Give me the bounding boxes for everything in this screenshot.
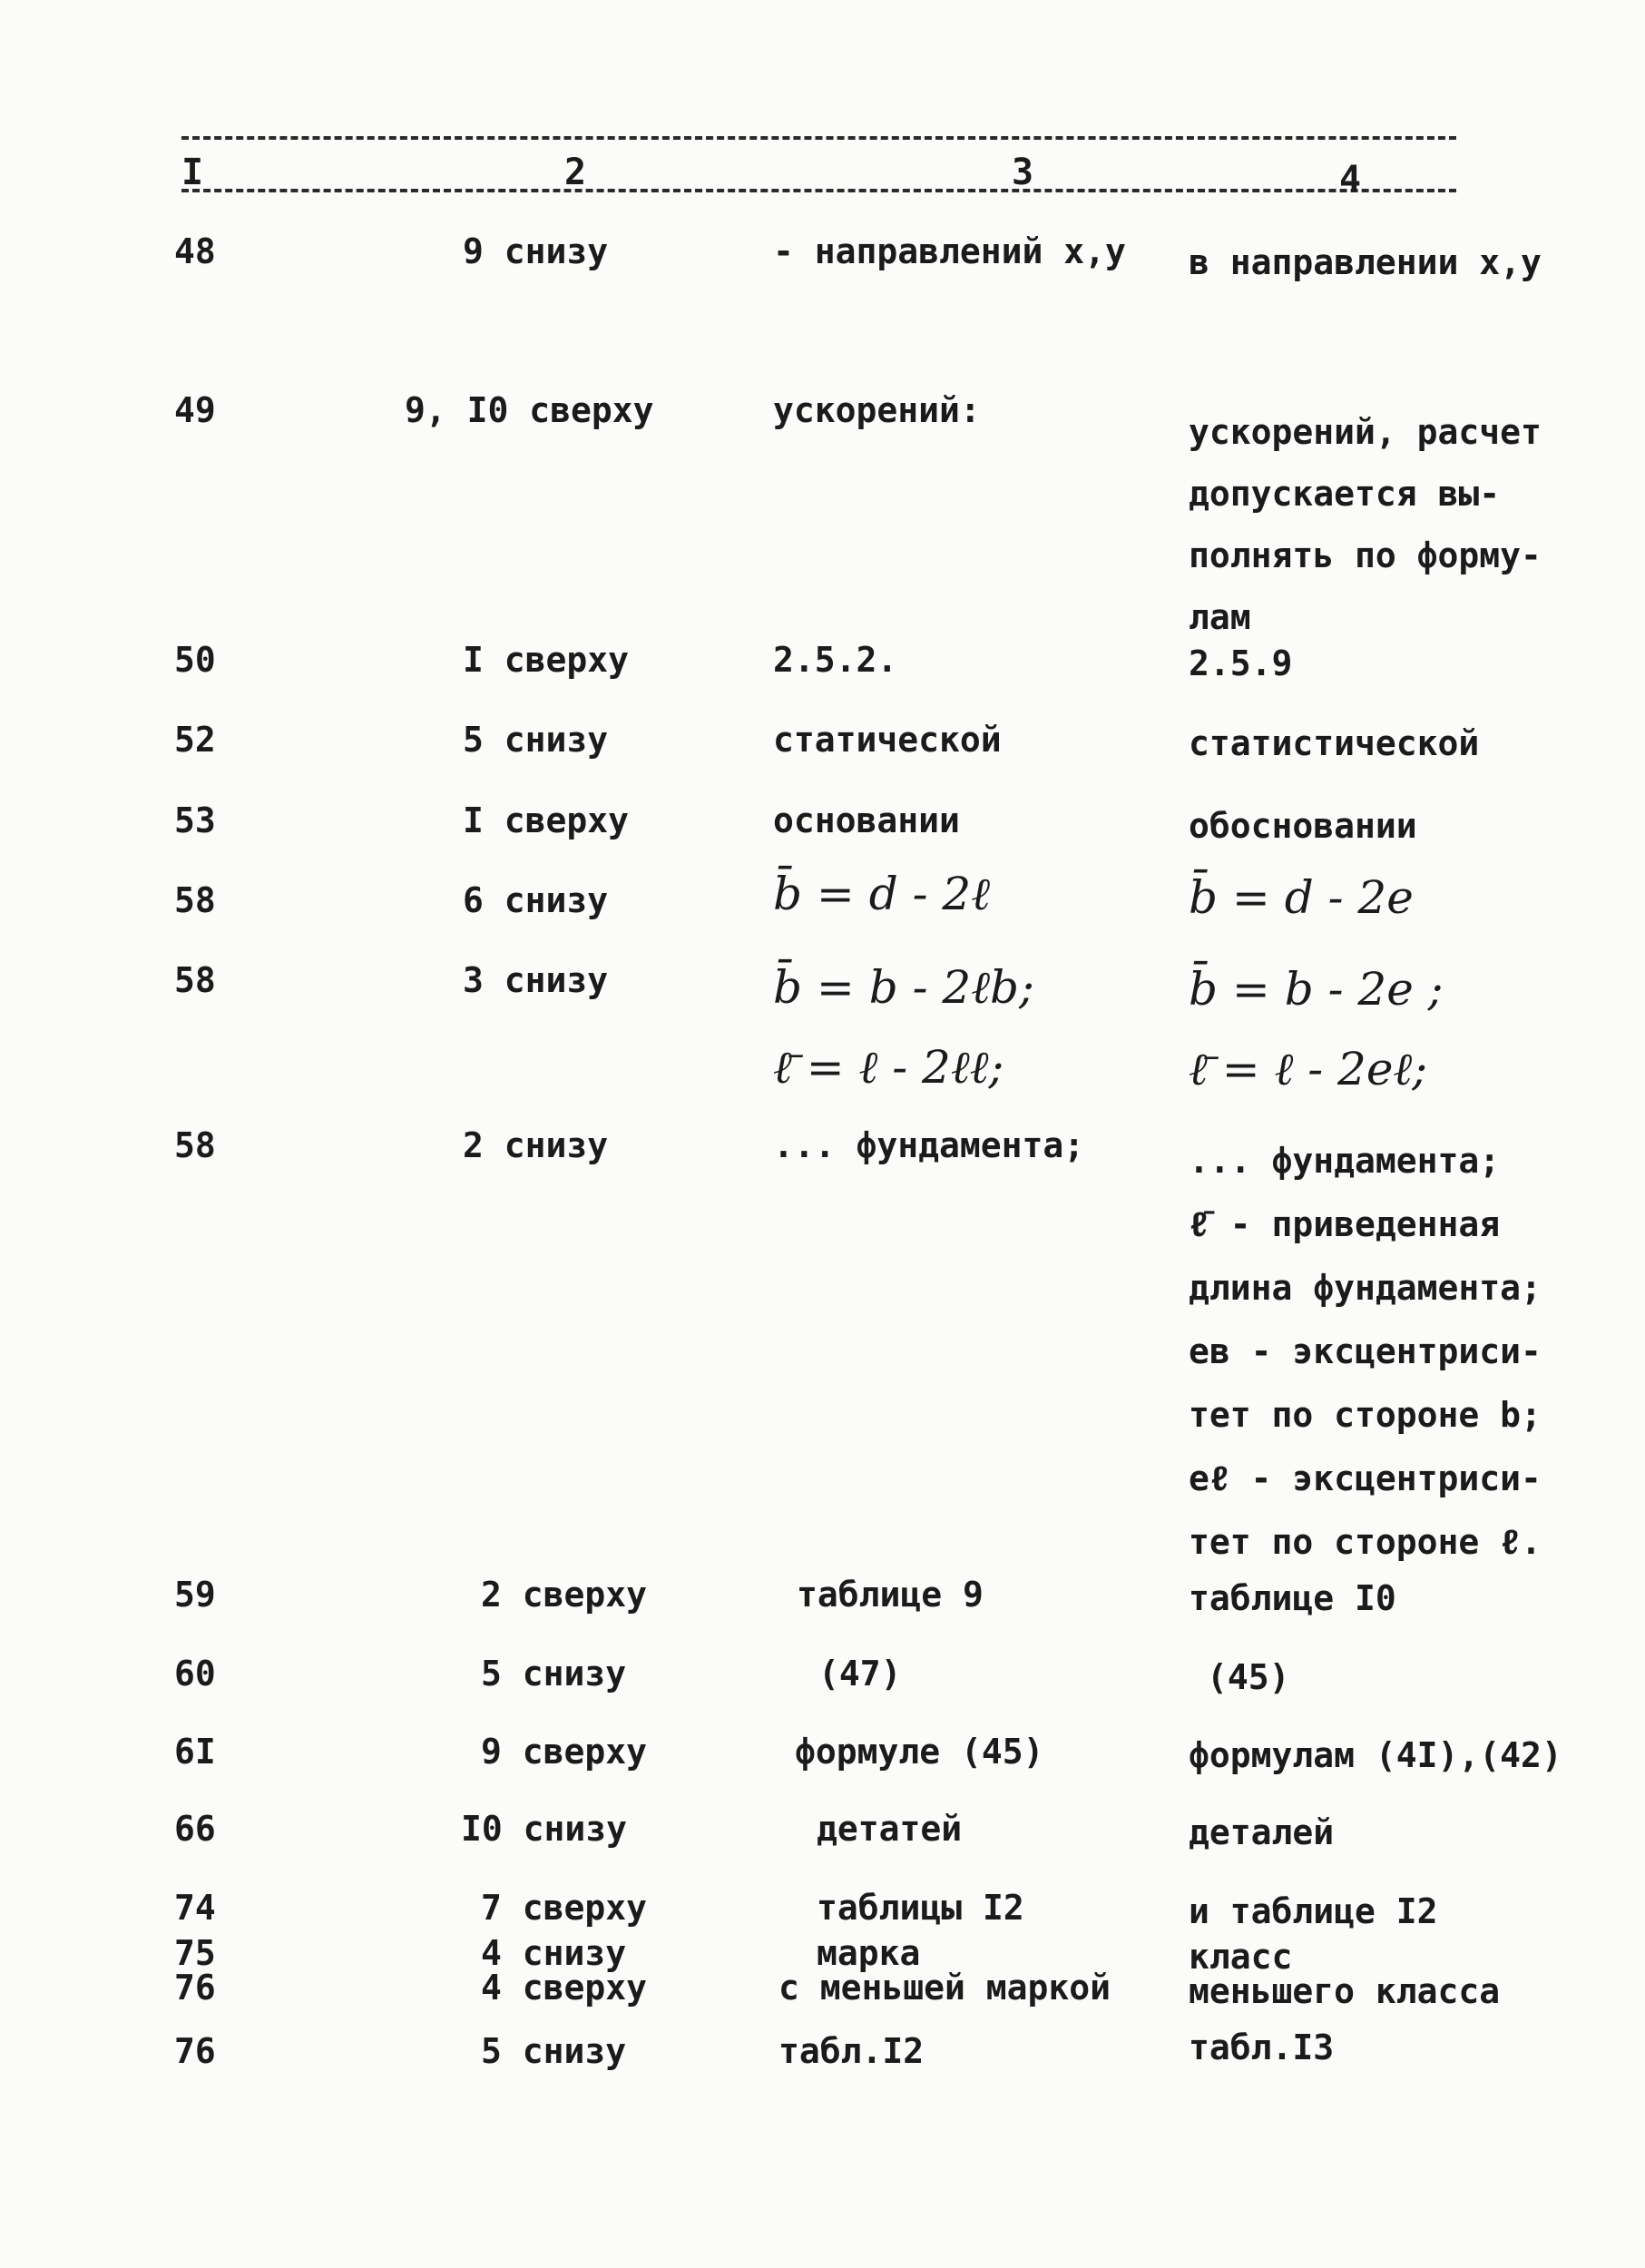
correct-formula: ℓ̄ = ℓ - 2eℓ; (1189, 1043, 1428, 1095)
line-reference: 4 сверху (481, 1968, 648, 2008)
correct-line: ... фундамента; (1189, 1141, 1501, 1181)
printed-line: - направлений x,y (773, 231, 1126, 271)
printed-text (773, 720, 1002, 760)
printed-line: формуле (45) (795, 1732, 1044, 1772)
printed-text (817, 1809, 962, 1849)
line-reference: 6 снизу (463, 880, 609, 920)
printed-text (818, 1654, 902, 1694)
printed-text (778, 1968, 1111, 2008)
correct-text (1189, 1891, 1570, 1931)
correct-text (1189, 1812, 1570, 1852)
line-reference: 5 снизу (481, 2031, 627, 2071)
printed-text (797, 1575, 984, 1615)
printed-formula: b̄ = b - 2ℓb; (773, 961, 1034, 1014)
correct-text (1189, 723, 1570, 763)
correct-line: (45) (1207, 1657, 1290, 1697)
printed-line: (47) (818, 1654, 902, 1694)
header-top-rule (181, 136, 1456, 140)
line-reference: 5 снизу (463, 720, 609, 760)
correct-line: тет по стороне ℓ. (1189, 1522, 1542, 1562)
page-number: 58 (174, 880, 216, 920)
printed-line: детатей (817, 1809, 963, 1849)
printed-text (773, 390, 981, 430)
printed-text (817, 1888, 1024, 1928)
printed-text (795, 1732, 1044, 1772)
line-reference: 9 снизу (463, 231, 609, 271)
printed-formula: ℓ̄ = ℓ - 2ℓℓ; (773, 1041, 1004, 1094)
page-number: 53 (174, 800, 216, 840)
page-number: 48 (174, 231, 216, 271)
correct-text (1189, 643, 1570, 683)
correct-text (1189, 401, 1570, 648)
page-number: 49 (174, 390, 216, 430)
printed-line: с меньшей маркой (778, 1968, 1111, 2008)
page-number: 75 (174, 1933, 216, 1973)
correct-line: статистической (1189, 723, 1480, 763)
correct-line: ℓ̄ - приведенная (1189, 1204, 1501, 1244)
page-number: 6I (174, 1732, 216, 1772)
page-number: 52 (174, 720, 216, 760)
printed-text (773, 868, 990, 920)
printed-formula: b̄ = d - 2ℓ (773, 868, 991, 920)
page-number: 66 (174, 1809, 216, 1849)
correct-text (1189, 1735, 1570, 1775)
printed-line: статической (773, 720, 1002, 760)
column-header-2: 2 (564, 152, 587, 193)
printed-line: табл.I2 (778, 2031, 925, 2071)
correct-line: eв - эксцентриси- (1189, 1331, 1542, 1371)
page-number: 58 (174, 960, 216, 1000)
correct-line: ускорений, расчет (1189, 412, 1542, 452)
correct-line: формулам (4I),(42) (1189, 1735, 1562, 1775)
printed-text (773, 1125, 1084, 1165)
page-number: 76 (174, 1968, 216, 2008)
correct-line: 2.5.9 (1189, 643, 1293, 683)
correct-line: допускается вы- (1189, 474, 1501, 514)
line-reference: 9, I0 сверху (405, 390, 654, 430)
page-number: 58 (174, 1125, 216, 1165)
printed-text (773, 231, 1126, 271)
correct-text (1189, 242, 1570, 282)
correct-text (1189, 1578, 1570, 1618)
page-number: 74 (174, 1888, 216, 1928)
printed-text (773, 640, 897, 680)
printed-line: ... фундамента; (773, 1125, 1085, 1165)
correct-line: полнять по форму- (1189, 535, 1542, 575)
printed-line: марка (817, 1933, 921, 1973)
printed-line: таблицы I2 (817, 1888, 1024, 1928)
column-header-4: 4 (1339, 159, 1362, 201)
correct-text (1189, 1971, 1570, 2011)
line-reference: 5 снизу (481, 1654, 627, 1694)
correct-line: обосновании (1189, 806, 1417, 846)
correct-text (1207, 1657, 1588, 1697)
correct-line: длина фундамента; (1189, 1268, 1542, 1308)
line-reference: I0 снизу (461, 1809, 628, 1849)
correct-line: в направлении x,y (1189, 242, 1542, 282)
column-header-3: 3 (1012, 152, 1034, 193)
printed-line: ускорений: (773, 390, 981, 430)
column-header-1: I (181, 152, 204, 193)
header-bottom-rule (181, 189, 1456, 192)
page-number: 59 (174, 1575, 216, 1615)
line-reference: 9 сверху (481, 1732, 648, 1772)
line-reference: I сверху (463, 640, 630, 680)
correct-line: eℓ - эксцентриси- (1189, 1458, 1542, 1498)
correct-line: тет по стороне b; (1189, 1395, 1542, 1435)
correct-text (1189, 871, 1570, 924)
printed-line: основании (773, 800, 960, 840)
line-reference: 2 снизу (463, 1125, 609, 1165)
correct-line: меньшего класса (1189, 1971, 1501, 2011)
line-reference: 3 снизу (463, 960, 609, 1000)
correct-formula: b̄ = b - 2e ; (1189, 963, 1444, 1016)
page-number: 60 (174, 1654, 216, 1694)
page-number: 76 (174, 2031, 216, 2071)
printed-text (773, 947, 1034, 1107)
line-reference: 7 сверху (481, 1888, 648, 1928)
printed-line: таблице 9 (797, 1575, 984, 1615)
line-reference: 2 сверху (481, 1575, 648, 1615)
correct-text (1189, 1129, 1570, 1574)
correct-text (1189, 806, 1570, 846)
correct-text (1189, 949, 1570, 1109)
correct-line: таблице I0 (1189, 1578, 1396, 1618)
printed-line: 2.5.2. (773, 640, 898, 680)
correct-formula: b̄ = d - 2e (1189, 871, 1414, 924)
correct-line: и таблице I2 (1189, 1891, 1438, 1931)
correct-line: деталей (1189, 1812, 1335, 1852)
line-reference: I сверху (463, 800, 630, 840)
page-number: 50 (174, 640, 216, 680)
printed-text (773, 800, 960, 840)
line-reference: 4 снизу (481, 1933, 627, 1973)
correct-line: лам (1189, 597, 1251, 637)
correct-text (1189, 2027, 1570, 2067)
correct-line: табл.I3 (1189, 2027, 1335, 2067)
correct-line: класс (1189, 1937, 1293, 1977)
printed-text (778, 2031, 924, 2071)
